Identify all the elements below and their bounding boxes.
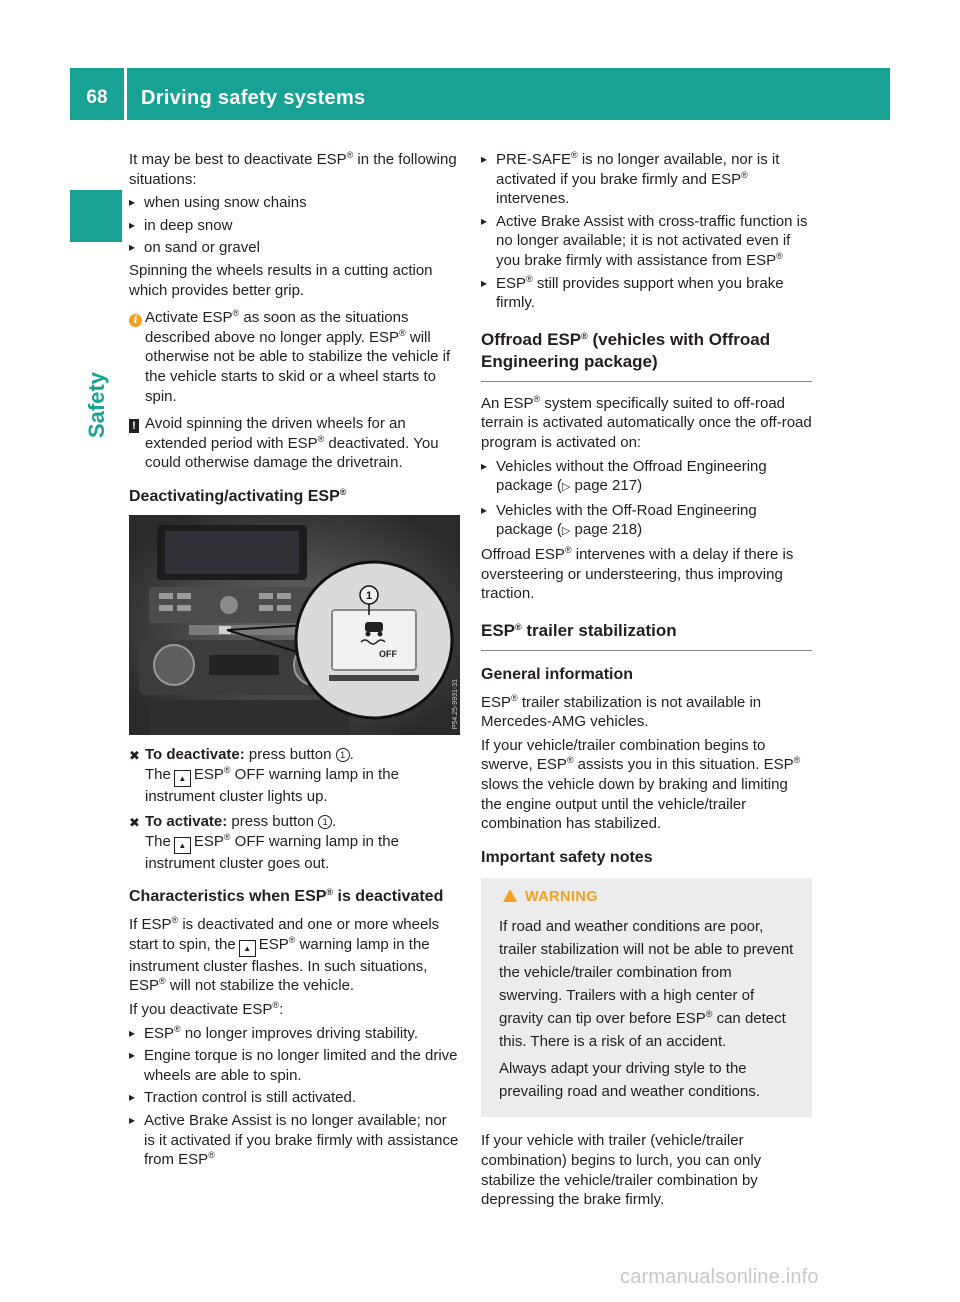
if-deactivate-text: If you deactivate ESP®: bbox=[129, 1000, 284, 1019]
general-text-2: If your vehicle/trailer combination begins to swerve, ESP® assists you in this situation. ESP® slows the vehicle down by braking and limiting the engine output until the vehicle/trailer combination has stabilized. bbox=[481, 736, 801, 833]
list-item: ▸ Active Brake Assist is no longer available; nor is it activated if you brake firmly with assistance from ESP® bbox=[129, 1111, 460, 1170]
step-text: press button bbox=[231, 813, 314, 831]
caution-note-text: Avoid spinning the driven wheels for an extended period with ESP® deactivated. You could otherwise damage the drivetrain. bbox=[145, 415, 439, 472]
list-item: ▸ on sand or gravel bbox=[129, 238, 460, 258]
watermark: carmanualsonline.info bbox=[620, 1266, 819, 1288]
esp-off-icon: ▲ bbox=[174, 770, 191, 787]
step-deactivate: ✖ To deactivate: press button 1 . The ▲ ESP® OFF warning lamp in the instrument cluster lights up. bbox=[129, 745, 399, 805]
spinning-text: Spinning the wheels results in a cutting action which provides better grip. bbox=[129, 261, 433, 299]
list-item: ▸ when using snow chains bbox=[129, 193, 460, 213]
figure-callout: 1 bbox=[366, 589, 373, 602]
characteristics-text bbox=[129, 915, 460, 996]
step-detail-pre: The bbox=[145, 832, 171, 850]
closing-text: If your vehicle with trailer (vehicle/trailer combination) begins to lurch, you can only stabilize the vehicle/trailer combination by depressing the brake firmly. bbox=[481, 1132, 762, 1209]
step-label: To deactivate: bbox=[145, 745, 245, 763]
list-item: ▸ Engine torque is no longer limited and the drive wheels are able to spin. bbox=[129, 1046, 460, 1085]
esp-button-figure bbox=[129, 515, 460, 735]
characteristics-pre: If ESP® is deactivated and one or more wheels start to spin, the bbox=[129, 915, 440, 953]
page-link[interactable]: page 218 bbox=[574, 521, 638, 539]
list-item: ▸ ESP® no longer improves driving stability. bbox=[129, 1024, 460, 1044]
list-item: ▸ ESP® still provides support when you brake firmly. bbox=[481, 274, 812, 313]
info-icon: i bbox=[129, 309, 142, 329]
page-number: 68 bbox=[86, 87, 108, 108]
button-ref-icon: 1 bbox=[336, 748, 350, 762]
list-item: ▸ Traction control is still activated. bbox=[129, 1088, 460, 1108]
warning-text-1: If road and weather conditions are poor, trailer stabilization will not be able to prevent the vehicle/trailer combination from swerving. Trailers with a high center of gravity can tip over before ESP® can detect this. There is a risk of an accident. bbox=[499, 918, 794, 1051]
exclamation-icon: ! bbox=[129, 415, 139, 435]
heading-trailer: ESP® trailer stabilization bbox=[481, 620, 812, 651]
warning-triangle-icon bbox=[503, 889, 517, 902]
subheading-general: General information bbox=[481, 665, 634, 683]
left-column bbox=[129, 150, 460, 1173]
list-item-text: Vehicles without the Offroad Engineering package ( bbox=[496, 457, 767, 495]
section-tab-marker bbox=[70, 190, 122, 242]
section-tab-text: Safety bbox=[84, 371, 109, 438]
list-item-tail: ) bbox=[637, 477, 643, 495]
list-item bbox=[481, 457, 812, 498]
warning-text-2: Always adapt your driving style to the prevailing road and weather conditions. bbox=[499, 1060, 760, 1101]
page-link[interactable]: page 217 bbox=[574, 477, 638, 495]
list-item-text: Vehicles with the Off-Road Engineering package ( bbox=[496, 501, 757, 539]
triangle-right-icon: ▷ bbox=[561, 525, 571, 538]
info-note bbox=[129, 308, 460, 406]
step-activate: ✖ To activate: press button 1 . The ▲ ESP® OFF warning lamp in the instrument cluster goes out. bbox=[129, 813, 399, 872]
step-detail: ESP® OFF warning lamp in the instrument cluster goes out. bbox=[145, 831, 399, 872]
right-column bbox=[481, 150, 812, 1214]
console-illustration bbox=[129, 515, 460, 735]
general-text-1: ESP® trailer stabilization is not available in Mercedes-AMG vehicles. bbox=[481, 692, 762, 731]
step-detail-pre: The bbox=[145, 765, 171, 783]
list-item: ▸ Active Brake Assist with cross-traffic function is no longer available; it is not activated even if you brake firmly with assistance from ESP® bbox=[481, 212, 812, 271]
info-note-text: Activate ESP® as soon as the situations described above no longer apply. ESP® will otherwise not be able to stabilize the vehicle if the vehicle starts to skid or a wheel starts to spin. bbox=[145, 308, 451, 405]
list-item bbox=[481, 501, 812, 542]
warning-title bbox=[503, 888, 798, 908]
caution-note bbox=[129, 414, 460, 473]
intro-text: It may be best to deactivate ESP® in the following situations: bbox=[129, 150, 457, 188]
heading-offroad: Offroad ESP® (vehicles with Offroad Engineering package) bbox=[481, 329, 812, 382]
heading-characteristics: Characteristics when ESP® is deactivated bbox=[129, 887, 444, 906]
subheading-safety: Important safety notes bbox=[481, 848, 653, 866]
step-label: To activate: bbox=[145, 813, 228, 831]
figure-code: P54.25-9931-31 bbox=[452, 678, 459, 729]
step-detail: ESP® OFF warning lamp in the instrument cluster lights up. bbox=[145, 764, 399, 805]
esp-off-icon: ▲ bbox=[174, 837, 191, 854]
list-item-tail: ) bbox=[637, 521, 643, 539]
section-tab-label bbox=[82, 320, 112, 440]
offroad-text: Offroad ESP® intervenes with a delay if there is oversteering or understeering, thus improving traction. bbox=[481, 544, 794, 603]
heading-deactivating: Deactivating/activating ESP® bbox=[129, 486, 347, 505]
button-ref-icon: 1 bbox=[318, 815, 332, 829]
figure-off-label: OFF bbox=[379, 648, 397, 659]
characteristics-post: ESP® warning lamp in the instrument cluster flashes. In such situations, ESP® will not stabilize the vehicle. bbox=[129, 934, 430, 995]
list-item: ▸ PRE-SAFE® is no longer available, nor is it activated if you brake firmly and ESP® intervenes. bbox=[481, 150, 812, 209]
triangle-right-icon: ▷ bbox=[561, 481, 571, 494]
header-divider bbox=[124, 68, 127, 120]
list-item: ▸ in deep snow bbox=[129, 216, 460, 236]
arrow-right-icon: ✖ bbox=[129, 815, 140, 831]
warning-box bbox=[481, 878, 812, 1118]
step-text: press button bbox=[248, 745, 332, 763]
chapter-title: Driving safety systems bbox=[141, 87, 366, 109]
offroad-intro: An ESP® system specifically suited to off-road terrain is activated automatically once the off-road program is activated on: bbox=[481, 393, 812, 451]
arrow-right-icon: ✖ bbox=[129, 747, 140, 763]
warning-title-text: WARNING bbox=[525, 888, 598, 905]
esp-icon: ▲ bbox=[239, 940, 256, 957]
